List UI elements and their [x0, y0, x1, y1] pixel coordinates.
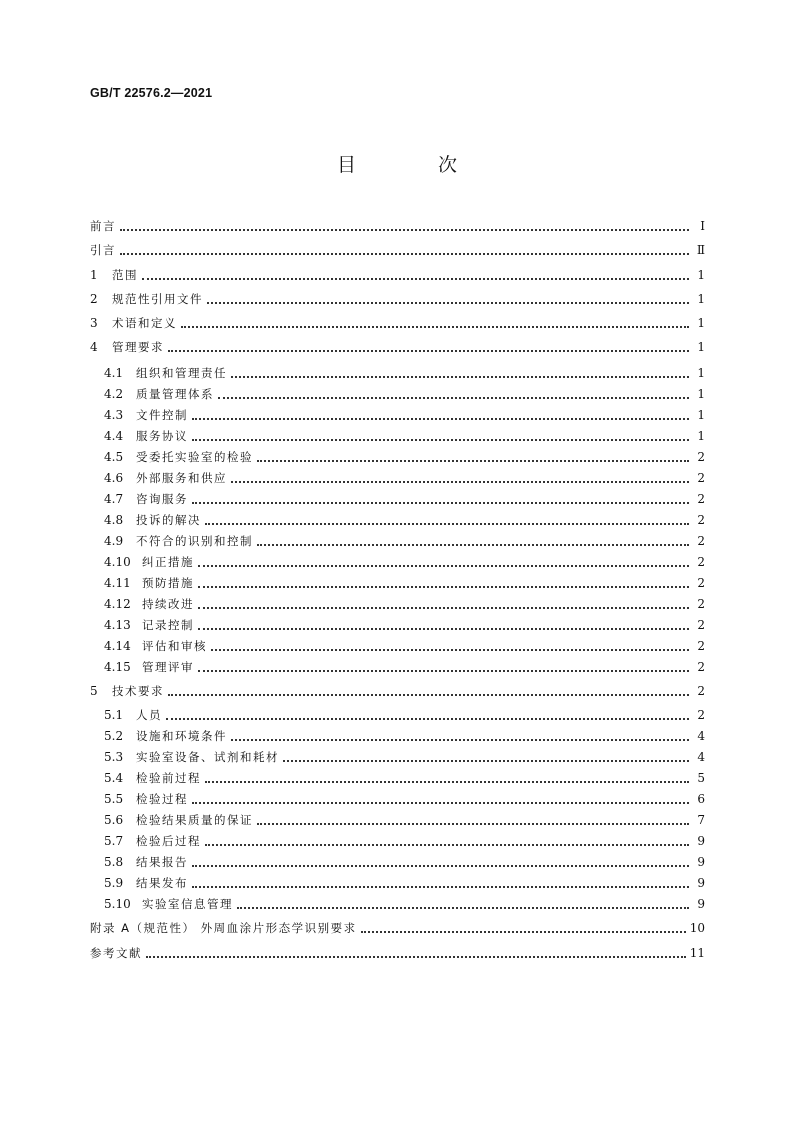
toc-dot-leader	[205, 843, 689, 846]
toc-dot-leader	[198, 669, 689, 672]
page-title: 目 次	[336, 154, 496, 176]
toc-entry-label: 结果发布	[136, 876, 188, 890]
toc-entry-label: 实验室设备、试剂和耗材	[136, 750, 279, 764]
toc-entry[interactable]	[90, 265, 705, 285]
toc-entry-number: 4.3	[104, 408, 124, 422]
toc-entry-number: 4.5	[104, 450, 124, 464]
toc-entry-page: 5	[697, 771, 705, 785]
toc-entry-label: 纠正措施	[142, 555, 194, 569]
toc-entry-number: 5.7	[104, 834, 124, 848]
toc-entry[interactable]	[104, 405, 705, 425]
toc-entry-page: Ⅰ	[700, 219, 705, 233]
toc-entry[interactable]	[104, 489, 705, 509]
toc-dot-leader	[120, 228, 689, 231]
toc-entry-page: Ⅱ	[696, 243, 705, 257]
toc-entry-label: 范围	[112, 268, 138, 282]
toc-dot-leader	[211, 648, 689, 651]
toc-dot-leader	[192, 864, 689, 867]
toc-entry[interactable]	[104, 810, 705, 830]
toc-entry-label: 附录 A（规范性） 外周血涂片形态学识别要求	[90, 921, 357, 935]
toc-entry-number: 4.11	[104, 576, 131, 590]
toc-dot-leader	[146, 955, 686, 958]
toc-entry-number: 4.12	[104, 597, 131, 611]
toc-entry-label: 术语和定义	[112, 316, 177, 330]
toc-entry-label: 人员	[136, 708, 162, 722]
toc-dot-leader	[205, 780, 689, 783]
toc-entry-page: 2	[697, 513, 705, 527]
toc-entry[interactable]	[90, 337, 705, 357]
toc-entry[interactable]	[104, 426, 705, 446]
toc-entry-number: 5.9	[104, 876, 124, 890]
toc-entry[interactable]	[104, 726, 705, 746]
toc-entry-page: 9	[697, 876, 705, 890]
toc-dot-leader	[231, 480, 689, 483]
toc-dot-leader	[231, 738, 689, 741]
toc-entry[interactable]	[90, 681, 705, 701]
toc-entry-page: 2	[697, 471, 705, 485]
toc-entry-page: 2	[697, 576, 705, 590]
toc-entry-number: 4.13	[104, 618, 131, 632]
toc-dot-leader	[361, 930, 686, 933]
toc-entry-number: 5.5	[104, 792, 124, 806]
toc-entry-label: 外部服务和供应	[136, 471, 227, 485]
toc-entry-page: 2	[697, 639, 705, 653]
toc-entry-label: 组织和管理责任	[136, 366, 227, 380]
toc-dot-leader	[168, 349, 689, 352]
toc-entry-label: 文件控制	[136, 408, 188, 422]
toc-entry[interactable]	[104, 363, 705, 383]
toc-dot-leader	[205, 522, 689, 525]
toc-entry-label: 检验过程	[136, 792, 188, 806]
toc-entry[interactable]	[90, 240, 705, 260]
toc-entry-page: 1	[697, 408, 705, 422]
toc-entry[interactable]	[104, 705, 705, 725]
toc-entry-label: 服务协议	[136, 429, 188, 443]
toc-dot-leader	[198, 585, 689, 588]
toc-entry[interactable]	[104, 789, 705, 809]
toc-dot-leader	[207, 301, 689, 304]
toc-entry-label: 引言	[90, 243, 116, 257]
toc-entry[interactable]	[104, 531, 705, 551]
toc-entry[interactable]	[104, 852, 705, 872]
toc-entry-label: 检验结果质量的保证	[136, 813, 253, 827]
toc-entry-number: 4.2	[104, 387, 124, 401]
toc-entry-label: 咨询服务	[136, 492, 188, 506]
toc-entry-page: 1	[697, 340, 705, 354]
toc-entry-number: 4.7	[104, 492, 124, 506]
toc-entry-page: 11	[689, 946, 705, 960]
toc-entry-label: 预防措施	[142, 576, 194, 590]
toc-entry-label: 评估和审核	[142, 639, 207, 653]
toc-entry-label: 管理评审	[142, 660, 194, 674]
toc-entry-number: 4.4	[104, 429, 124, 443]
toc-entry[interactable]	[104, 768, 705, 788]
toc-dot-leader	[198, 564, 689, 567]
toc-entry-page: 9	[697, 897, 705, 911]
toc-entry-page: 1	[697, 268, 705, 282]
toc-entry-number: 5.6	[104, 813, 124, 827]
toc-entry-label: 检验后过程	[136, 834, 201, 848]
toc-entry-label: 设施和环境条件	[136, 729, 227, 743]
toc-entry-label: 规范性引用文件	[112, 292, 203, 306]
toc-entry-page: 9	[697, 834, 705, 848]
toc-dot-leader	[192, 501, 689, 504]
toc-entry[interactable]	[90, 289, 705, 309]
toc-entry-page: 2	[697, 708, 705, 722]
toc-entry[interactable]	[104, 468, 705, 488]
toc-dot-leader	[218, 396, 689, 399]
toc-entry-label: 前言	[90, 219, 116, 233]
toc-entry-page: 4	[697, 729, 705, 743]
toc-entry-label: 不符合的识别和控制	[136, 534, 253, 548]
toc-dot-leader	[257, 822, 689, 825]
toc-entry-page: 1	[697, 366, 705, 380]
toc-entry[interactable]	[104, 747, 705, 767]
toc-entry-number: 1	[90, 268, 98, 282]
toc-entry-page: 2	[697, 492, 705, 506]
toc-entry[interactable]	[104, 831, 705, 851]
toc-entry-number: 5.3	[104, 750, 124, 764]
toc-entry-number: 4.10	[104, 555, 131, 569]
toc-entry[interactable]	[104, 657, 705, 677]
toc-entry-number: 4.8	[104, 513, 124, 527]
toc-entry-page: 2	[697, 534, 705, 548]
toc-entry[interactable]	[104, 873, 705, 893]
toc-entry-page: 6	[697, 792, 705, 806]
toc-entry[interactable]	[90, 216, 705, 236]
toc-entry-number: 5	[90, 684, 98, 698]
toc-entry[interactable]	[90, 943, 705, 963]
toc-dot-leader	[283, 759, 689, 762]
toc-dot-leader	[198, 627, 689, 630]
toc-entry-page: 2	[697, 597, 705, 611]
toc-entry-number: 4	[90, 340, 98, 354]
toc-entry-number: 3	[90, 316, 98, 330]
toc-entry-label: 参考文献	[90, 946, 142, 960]
toc-entry-page: 1	[697, 292, 705, 306]
toc-entry-number: 5.8	[104, 855, 124, 869]
toc-entry-number: 5.1	[104, 708, 124, 722]
toc-entry-number: 4.9	[104, 534, 124, 548]
toc-entry-label: 受委托实验室的检验	[136, 450, 253, 464]
toc-entry-label: 记录控制	[142, 618, 194, 632]
toc-entry[interactable]	[104, 573, 705, 593]
toc-entry-page: 2	[697, 450, 705, 464]
toc-entry-number: 4.6	[104, 471, 124, 485]
toc-entry-label: 投诉的解决	[136, 513, 201, 527]
toc-dot-leader	[142, 277, 689, 280]
toc-dot-leader	[231, 375, 689, 378]
toc-entry-number: 5.10	[104, 897, 131, 911]
toc-entry-label: 检验前过程	[136, 771, 201, 785]
toc-dot-leader	[198, 606, 689, 609]
toc-dot-leader	[192, 438, 689, 441]
toc-entry-label: 结果报告	[136, 855, 188, 869]
toc-dot-leader	[192, 801, 689, 804]
toc-entry-label: 技术要求	[112, 684, 164, 698]
toc-dot-leader	[166, 717, 689, 720]
toc-entry-page: 4	[697, 750, 705, 764]
toc-entry-number: 2	[90, 292, 98, 306]
toc-entry-page: 7	[697, 813, 705, 827]
toc-dot-leader	[192, 885, 689, 888]
toc-entry[interactable]	[104, 594, 705, 614]
toc-dot-leader	[192, 417, 689, 420]
toc-entry-page: 1	[697, 387, 705, 401]
toc-entry[interactable]	[90, 313, 705, 333]
toc-entry-number: 4.14	[104, 639, 131, 653]
toc-entry-label: 持续改进	[142, 597, 194, 611]
toc-dot-leader	[181, 325, 689, 328]
toc-entry-number: 4.1	[104, 366, 124, 380]
toc-entry-page: 1	[697, 429, 705, 443]
toc-entry-page: 9	[697, 855, 705, 869]
toc-entry-page: 1	[697, 316, 705, 330]
toc-dot-leader	[168, 693, 689, 696]
toc-entry-page: 10	[689, 921, 705, 935]
toc-entry-label: 质量管理体系	[136, 387, 214, 401]
toc-entry-page: 2	[697, 618, 705, 632]
toc-entry-page: 2	[697, 660, 705, 674]
toc-dot-leader	[120, 252, 689, 255]
toc-entry-number: 5.2	[104, 729, 124, 743]
toc-dot-leader	[257, 459, 689, 462]
toc-dot-leader	[257, 543, 689, 546]
toc-entry[interactable]	[104, 894, 705, 914]
toc-entry[interactable]	[104, 510, 705, 530]
standard-code: GB/T 22576.2—2021	[90, 86, 213, 100]
toc-entry-page: 2	[697, 555, 705, 569]
toc-entry[interactable]	[104, 552, 705, 572]
toc-entry[interactable]	[104, 447, 705, 467]
toc-entry[interactable]	[104, 615, 705, 635]
toc-entry[interactable]	[90, 918, 705, 938]
toc-entry-page: 2	[697, 684, 705, 698]
toc-entry[interactable]	[104, 636, 705, 656]
toc-entry-number: 4.15	[104, 660, 131, 674]
toc-entry-number: 5.4	[104, 771, 124, 785]
toc-entry[interactable]	[104, 384, 705, 404]
toc-entry-label: 实验室信息管理	[142, 897, 233, 911]
toc-dot-leader	[237, 906, 689, 909]
toc-entry-label: 管理要求	[112, 340, 164, 354]
